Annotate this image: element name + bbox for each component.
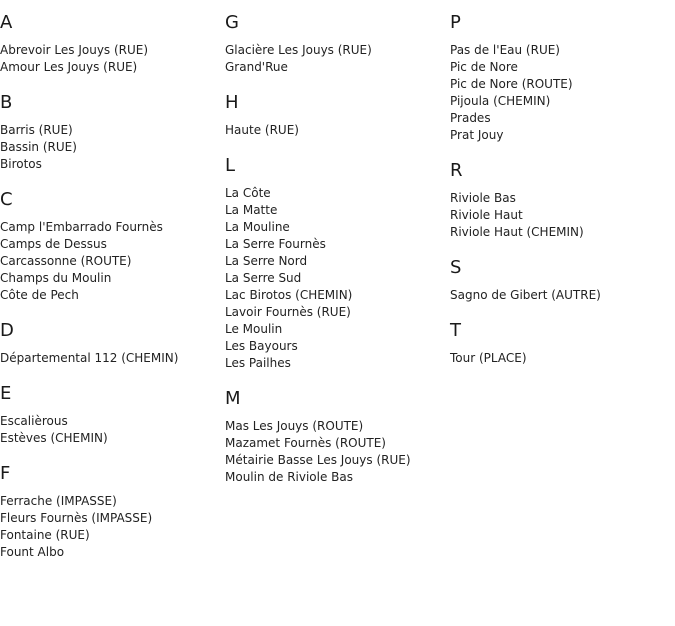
street-link[interactable]: Moulin de Riviole Bas bbox=[225, 470, 354, 484]
street-index-column-3 bbox=[450, 0, 675, 367]
street-index-column-2 bbox=[225, 0, 450, 486]
street-list bbox=[0, 413, 225, 447]
street-link[interactable]: Glacière Les Jouys (RUE) bbox=[225, 43, 372, 57]
letter-group bbox=[0, 12, 225, 76]
letter-heading: A bbox=[0, 12, 13, 33]
letter-heading: G bbox=[225, 12, 239, 33]
street-link[interactable]: Carcassonne (ROUTE) bbox=[0, 254, 132, 268]
street-link[interactable]: Riviole Haut bbox=[450, 208, 523, 222]
street-link[interactable]: Fleurs Fournès (IMPASSE) bbox=[0, 511, 153, 525]
letter-group bbox=[0, 463, 225, 561]
letter-heading: B bbox=[0, 92, 13, 113]
street-list bbox=[0, 493, 225, 561]
street-link[interactable]: Les Bayours bbox=[225, 339, 298, 353]
street-link[interactable]: Camps de Dessus bbox=[0, 237, 107, 251]
street-link[interactable]: Pas de l'Eau (RUE) bbox=[450, 43, 560, 57]
street-link[interactable]: La Mouline bbox=[225, 220, 290, 234]
street-list bbox=[0, 42, 225, 76]
street-list bbox=[225, 122, 450, 139]
street-list bbox=[0, 219, 225, 304]
letter-heading: H bbox=[225, 92, 239, 113]
letter-group bbox=[0, 189, 225, 304]
letter-heading: F bbox=[0, 463, 11, 484]
letter-heading: E bbox=[0, 383, 12, 404]
street-link[interactable]: Bassin (RUE) bbox=[0, 140, 77, 154]
street-link[interactable]: Prat Jouy bbox=[450, 128, 504, 142]
letter-group bbox=[225, 92, 450, 139]
street-link[interactable]: La Matte bbox=[225, 203, 278, 217]
street-index-column-1 bbox=[0, 0, 225, 561]
letter-heading: L bbox=[225, 155, 236, 176]
letter-group bbox=[225, 155, 450, 372]
street-link[interactable]: Estèves (CHEMIN) bbox=[0, 431, 108, 445]
street-link[interactable]: Camp l'Embarrado Fournès bbox=[0, 220, 163, 234]
street-link[interactable]: Pic de Nore bbox=[450, 60, 518, 74]
street-list bbox=[450, 190, 675, 241]
street-list bbox=[225, 418, 450, 486]
letter-group bbox=[0, 320, 225, 367]
letter-group bbox=[450, 257, 675, 304]
street-link[interactable]: Champs du Moulin bbox=[0, 271, 112, 285]
street-list bbox=[0, 350, 225, 367]
street-link[interactable]: Mas Les Jouys (ROUTE) bbox=[225, 419, 364, 433]
letter-group bbox=[450, 320, 675, 367]
letter-group bbox=[450, 160, 675, 241]
letter-group bbox=[0, 92, 225, 173]
street-link[interactable]: Fontaine (RUE) bbox=[0, 528, 90, 542]
street-link[interactable]: Pic de Nore (ROUTE) bbox=[450, 77, 573, 91]
street-link[interactable]: Côte de Pech bbox=[0, 288, 79, 302]
street-list bbox=[450, 287, 675, 304]
street-link[interactable]: La Serre Fournès bbox=[225, 237, 326, 251]
street-list bbox=[450, 42, 675, 144]
street-list bbox=[450, 350, 675, 367]
street-link[interactable]: Ferrache (IMPASSE) bbox=[0, 494, 117, 508]
street-list bbox=[0, 122, 225, 173]
street-link[interactable]: Escalièrous bbox=[0, 414, 68, 428]
street-link[interactable]: Pijoula (CHEMIN) bbox=[450, 94, 551, 108]
street-link[interactable]: La Serre Nord bbox=[225, 254, 308, 268]
street-list bbox=[225, 185, 450, 372]
street-link[interactable]: Sagno de Gibert (AUTRE) bbox=[450, 288, 601, 302]
letter-heading: M bbox=[225, 388, 241, 409]
letter-heading: T bbox=[450, 320, 461, 341]
street-link[interactable]: Barris (RUE) bbox=[0, 123, 73, 137]
street-link[interactable]: Mazamet Fournès (ROUTE) bbox=[225, 436, 386, 450]
street-list bbox=[225, 42, 450, 76]
street-link[interactable]: Birotos bbox=[0, 157, 42, 171]
street-link[interactable]: Riviole Bas bbox=[450, 191, 516, 205]
street-link[interactable]: Prades bbox=[450, 111, 491, 125]
letter-heading: R bbox=[450, 160, 463, 181]
letter-group bbox=[225, 388, 450, 486]
street-link[interactable]: Lavoir Fournès (RUE) bbox=[225, 305, 351, 319]
street-link[interactable]: La Serre Sud bbox=[225, 271, 302, 285]
street-link[interactable]: Amour Les Jouys (RUE) bbox=[0, 60, 138, 74]
letter-heading: C bbox=[0, 189, 13, 210]
letter-group bbox=[450, 12, 675, 144]
street-link[interactable]: La Côte bbox=[225, 186, 271, 200]
street-link[interactable]: Grand'Rue bbox=[225, 60, 288, 74]
street-link[interactable]: Fount Albo bbox=[0, 545, 65, 559]
letter-group bbox=[225, 12, 450, 76]
street-link[interactable]: Riviole Haut (CHEMIN) bbox=[450, 225, 584, 239]
letter-group bbox=[0, 383, 225, 447]
street-link[interactable]: Abrevoir Les Jouys (RUE) bbox=[0, 43, 149, 57]
street-link[interactable]: Tour (PLACE) bbox=[450, 351, 527, 365]
letter-heading: P bbox=[450, 12, 461, 33]
street-link[interactable]: Départemental 112 (CHEMIN) bbox=[0, 351, 179, 365]
street-link[interactable]: Lac Birotos (CHEMIN) bbox=[225, 288, 353, 302]
street-link[interactable]: Métairie Basse Les Jouys (RUE) bbox=[225, 453, 411, 467]
letter-heading: D bbox=[0, 320, 14, 341]
street-link[interactable]: Haute (RUE) bbox=[225, 123, 299, 137]
street-link[interactable]: Les Pailhes bbox=[225, 356, 291, 370]
street-link[interactable]: Le Moulin bbox=[225, 322, 283, 336]
letter-heading: S bbox=[450, 257, 462, 278]
